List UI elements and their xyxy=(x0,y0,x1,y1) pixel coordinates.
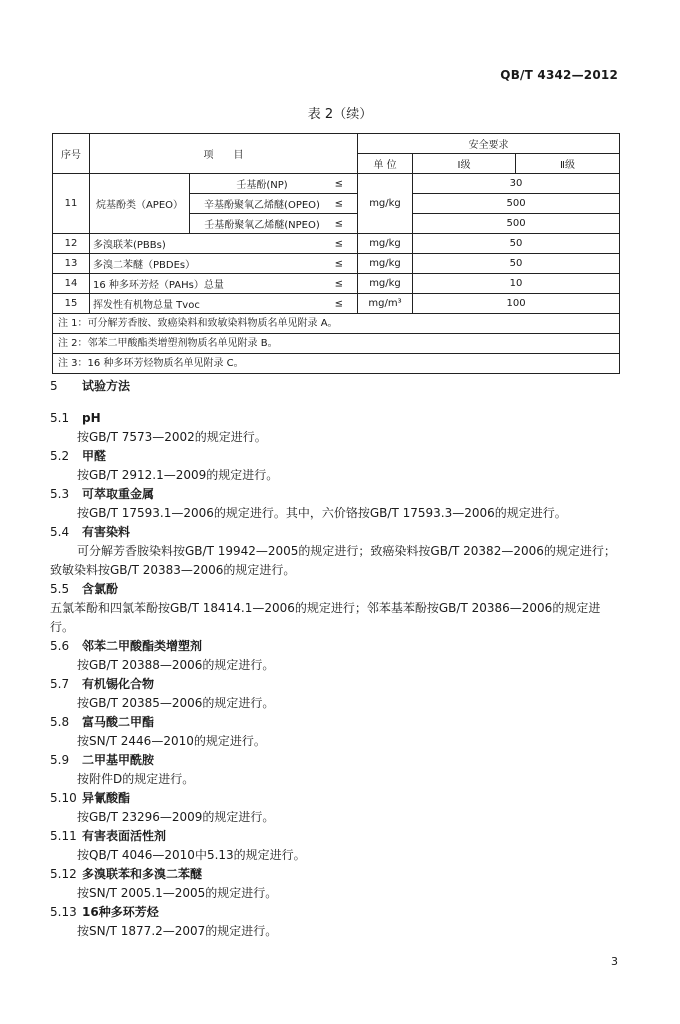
clause-number: 5.6 xyxy=(50,639,70,653)
clause-heading xyxy=(50,903,630,922)
table-notes-row xyxy=(53,314,620,374)
table-title: 表 2（续） xyxy=(307,107,373,122)
standard-number: QB/T 4342—2012 xyxy=(500,68,618,82)
table-row xyxy=(53,294,620,314)
clause-number: 5.13 xyxy=(50,905,77,919)
row-item xyxy=(90,234,358,254)
row-value: 10 xyxy=(413,274,620,294)
clause-text: 行。 xyxy=(50,620,75,634)
clause-text: 按SN/T 1877.2—2007的规定进行。 xyxy=(77,924,278,938)
clause-heading xyxy=(50,580,630,599)
clause-heading xyxy=(50,713,630,732)
test-methods-section xyxy=(50,377,630,941)
subitem-label: 壬基酚(NP) xyxy=(236,180,288,191)
clause-text: 按GB/T 17593.1—2006的规定进行。其中，六价铬按GB/T 17593.3—2006的规定进行。 xyxy=(77,506,567,520)
section-number: 5 xyxy=(50,379,58,393)
row-value: 50 xyxy=(413,254,620,274)
row-item xyxy=(90,294,358,314)
clause-number: 5.8 xyxy=(50,715,70,729)
clause-title: 邻苯二甲酸酯类增塑剂 xyxy=(82,639,203,653)
row-value: 50 xyxy=(413,234,620,254)
clause-heading xyxy=(50,751,630,770)
clause-title: 有害染料 xyxy=(82,525,131,539)
clause-title: 异氰酸酯 xyxy=(82,791,131,805)
header-safety-requirement: 安全要求 xyxy=(358,134,620,154)
clause-heading xyxy=(50,865,630,884)
page-number: 3 xyxy=(611,955,618,968)
clause-text: 按GB/T 2912.1—2009的规定进行。 xyxy=(77,468,279,482)
clause-heading xyxy=(50,523,630,542)
table-row xyxy=(53,274,620,294)
clause-title: 有机锡化合物 xyxy=(82,677,155,691)
clause-text: 按附件D的规定进行。 xyxy=(77,772,195,786)
section-heading xyxy=(50,377,630,396)
clause-title: 有害表面活性剂 xyxy=(82,829,167,843)
clause-text: 按SN/T 2005.1—2005的规定进行。 xyxy=(77,886,278,900)
subitem-label: 壬基酚聚氧乙烯醚(NPEO) xyxy=(204,220,320,231)
row-value: 100 xyxy=(413,294,620,314)
item-label: 多溴二苯醚（PBDEs） xyxy=(93,260,196,271)
clause-heading xyxy=(50,409,630,428)
clause-number: 5.7 xyxy=(50,677,70,691)
row-value: 500 xyxy=(413,214,620,234)
row-subitem xyxy=(190,194,358,214)
le-symbol: ≤ xyxy=(334,258,343,269)
table-note: 注 3：16 种多环芳烃物质名单见附录 C。 xyxy=(58,358,244,369)
clause-title: 含氯酚 xyxy=(82,582,119,596)
row-unit: mg/kg xyxy=(358,254,413,274)
le-symbol: ≤ xyxy=(334,218,343,229)
item-label: 16 种多环芳烃（PAHs）总量 xyxy=(93,280,224,291)
le-symbol: ≤ xyxy=(334,178,343,189)
clause-number: 5.3 xyxy=(50,487,70,501)
row-item xyxy=(90,254,358,274)
row-value: 500 xyxy=(413,194,620,214)
row-unit: mg/kg xyxy=(358,174,413,234)
clause-number: 5.4 xyxy=(50,525,70,539)
header-seq: 序号 xyxy=(53,134,90,174)
safety-requirements-table xyxy=(52,133,620,374)
clause-heading xyxy=(50,827,630,846)
clause-number: 5.2 xyxy=(50,449,70,463)
item-label: 多溴联苯(PBBs) xyxy=(93,240,166,251)
clause-text: 按GB/T 7573—2002的规定进行。 xyxy=(77,430,267,444)
subitem-label: 辛基酚聚氧乙烯醚(OPEO) xyxy=(204,200,320,211)
clause-text: 五氯苯酚和四氯苯酚按GB/T 18414.1—2006的规定进行；邻苯基苯酚按GB/T 20386—2006的规定进 xyxy=(50,601,601,615)
clause-number: 5.5 xyxy=(50,582,70,596)
header-grade-2: Ⅱ级 xyxy=(516,154,620,174)
clause-title: pH xyxy=(82,411,101,425)
section-title: 试验方法 xyxy=(82,379,131,393)
clause-text: 按SN/T 2446—2010的规定进行。 xyxy=(77,734,266,748)
header-grade-1: Ⅰ级 xyxy=(413,154,516,174)
table-row xyxy=(53,174,620,194)
clause-text: 按QB/T 4046—2010中5.13的规定进行。 xyxy=(77,848,306,862)
item-label: 挥发性有机物总量 Tvoc xyxy=(93,300,200,311)
row-number: 12 xyxy=(53,234,90,254)
row-number: 13 xyxy=(53,254,90,274)
clause-title: 甲醛 xyxy=(82,449,107,463)
row-unit: mg/m³ xyxy=(358,294,413,314)
clause-text: 按GB/T 20385—2006的规定进行。 xyxy=(77,696,275,710)
clause-title: 可萃取重金属 xyxy=(82,487,155,501)
clause-text: 按GB/T 20388—2006的规定进行。 xyxy=(77,658,275,672)
clause-number: 5.9 xyxy=(50,753,70,767)
le-symbol: ≤ xyxy=(334,198,343,209)
clause-text: 致敏染料按GB/T 20383—2006的规定进行。 xyxy=(50,563,296,577)
le-symbol: ≤ xyxy=(334,278,343,289)
clause-number: 5.10 xyxy=(50,791,77,805)
table-note: 注 2：邻苯二甲酸酯类增塑剂物质名单见附录 B。 xyxy=(53,334,619,354)
table-note: 注 1：可分解芳香胺、致癌染料和致敏染料物质名单见附录 A。 xyxy=(53,314,619,334)
table-row xyxy=(53,254,620,274)
row-unit: mg/kg xyxy=(358,234,413,254)
table-header-row xyxy=(53,134,620,154)
row-subitem xyxy=(190,174,358,194)
row-item: 烷基酚类（APEO） xyxy=(90,174,190,234)
clause-heading xyxy=(50,675,630,694)
clause-heading xyxy=(50,637,630,656)
clause-heading xyxy=(50,789,630,808)
row-value: 30 xyxy=(413,174,620,194)
row-item xyxy=(90,274,358,294)
clause-title: 二甲基甲酰胺 xyxy=(82,753,155,767)
table-row xyxy=(53,234,620,254)
row-number: 11 xyxy=(53,174,90,234)
header-item: 项 目 xyxy=(90,134,358,174)
clause-heading xyxy=(50,447,630,466)
clause-number: 5.1 xyxy=(50,411,70,425)
row-subitem xyxy=(190,214,358,234)
table-notes xyxy=(53,314,620,374)
clause-text: 按GB/T 23296—2009的规定进行。 xyxy=(77,810,275,824)
header-unit: 单 位 xyxy=(358,154,413,174)
clause-number: 5.12 xyxy=(50,867,77,881)
clause-heading xyxy=(50,485,630,504)
clause-title: 富马酸二甲酯 xyxy=(82,715,155,729)
row-number: 15 xyxy=(53,294,90,314)
row-number: 14 xyxy=(53,274,90,294)
le-symbol: ≤ xyxy=(334,298,343,309)
clause-title: 16种多环芳烃 xyxy=(82,905,159,919)
clause-title: 多溴联苯和多溴二苯醚 xyxy=(82,867,203,881)
clause-number: 5.11 xyxy=(50,829,77,843)
row-unit: mg/kg xyxy=(358,274,413,294)
clause-text: 可分解芳香胺染料按GB/T 19942—2005的规定进行；致癌染料按GB/T 20382—2006的规定进行； xyxy=(77,544,616,558)
le-symbol: ≤ xyxy=(334,238,343,249)
